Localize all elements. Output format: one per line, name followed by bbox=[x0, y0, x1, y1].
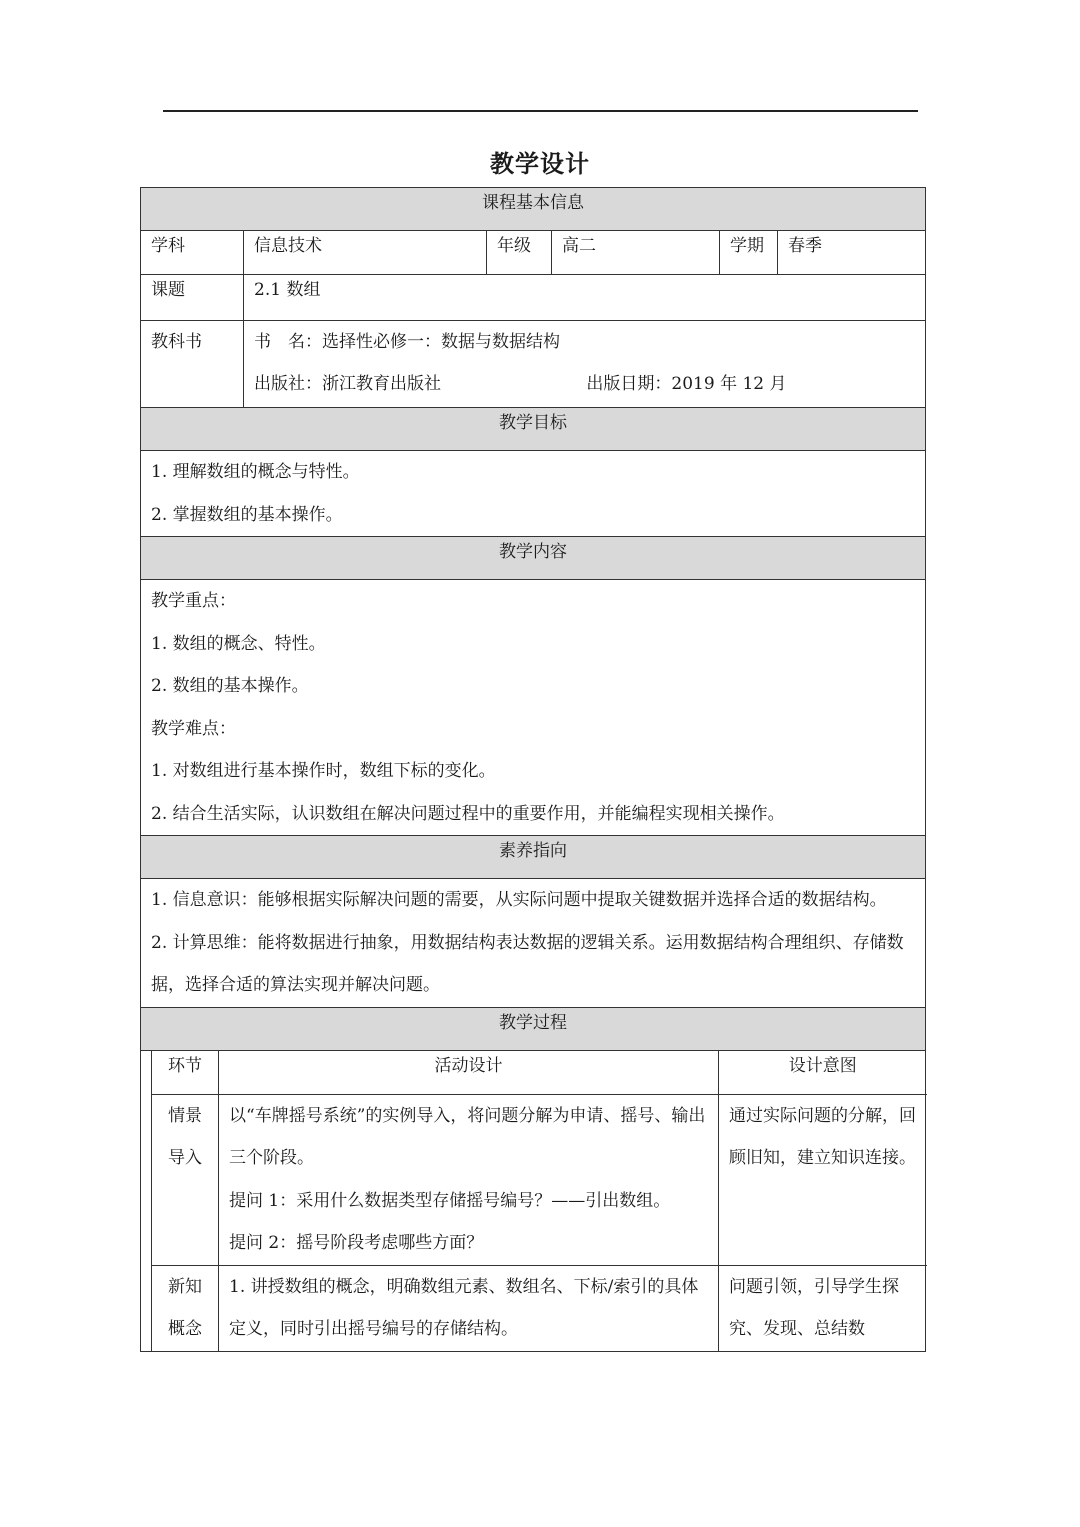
section-title-content: 教学内容 bbox=[141, 537, 926, 580]
process-row-scenario bbox=[152, 1094, 927, 1265]
activity-question: 提问 2：摇号阶段考虑哪些方面？ bbox=[229, 1233, 484, 1253]
activity-text: 1. 讲授数组的概念，明确数组元素、数组名、下标/索引的具体定义，同时引出摇号编号的存储结构。 bbox=[229, 1276, 699, 1339]
document-title: 教学设计 bbox=[490, 150, 590, 178]
process-cell bbox=[141, 1050, 926, 1351]
lesson-plan-table bbox=[140, 187, 926, 1352]
row-objectives bbox=[141, 451, 926, 537]
section-objectives bbox=[141, 408, 926, 451]
textbook-details bbox=[244, 321, 926, 408]
key-point-item: 2. 数组的基本操作。 bbox=[151, 676, 309, 696]
section-title-literacy: 素养指向 bbox=[141, 836, 926, 879]
topic-label: 课题 bbox=[141, 275, 244, 321]
stage-cell bbox=[152, 1094, 219, 1265]
key-point-item: 1. 数组的概念、特性。 bbox=[151, 633, 326, 654]
stage-line: 情景 bbox=[168, 1105, 202, 1126]
row-textbook bbox=[141, 321, 926, 408]
publisher: 出版社：浙江教育出版社 bbox=[254, 374, 441, 394]
term-label: 学期 bbox=[720, 231, 778, 275]
difficulty-item: 1. 对数组进行基本操作时，数组下标的变化。 bbox=[151, 761, 496, 781]
process-table bbox=[151, 1051, 927, 1351]
row-topic bbox=[141, 275, 926, 321]
activity-text: 以“车牌摇号系统”的实例导入，将问题分解为申请、摇号、输出三个阶段。 bbox=[229, 1105, 706, 1168]
intent-text: 问题引领，引导学生探究、发现、总结数 bbox=[729, 1276, 899, 1339]
header-rule bbox=[163, 110, 918, 112]
publication-date: 出版日期：2019 年 12 月 bbox=[586, 374, 787, 394]
key-points-label: 教学重点： bbox=[151, 591, 236, 611]
literacy-cell bbox=[141, 879, 926, 1008]
activity-cell bbox=[219, 1094, 719, 1265]
row-literacy bbox=[141, 879, 926, 1008]
textbook-label bbox=[141, 321, 244, 408]
stage-line: 概念 bbox=[168, 1319, 202, 1339]
textbook-label-text: 教科书 bbox=[151, 332, 202, 352]
section-process bbox=[141, 1007, 926, 1050]
subject-label: 学科 bbox=[141, 231, 244, 275]
stage-cell bbox=[152, 1265, 219, 1351]
book-name: 书 名：选择性必修一：数据与数据结构 bbox=[254, 332, 560, 352]
literacy-item: 1. 信息意识：能够根据实际解决问题的需要，从实际问题中提取关键数据并选择合适的数据结构。 bbox=[151, 890, 887, 910]
stage-line: 新知 bbox=[168, 1276, 202, 1297]
difficulty-item: 2. 结合生活实际，认识数组在解决问题过程中的重要作用，并能编程实现相关操作。 bbox=[151, 803, 785, 824]
grade-label: 年级 bbox=[487, 231, 552, 275]
difficulties-label: 教学难点： bbox=[151, 718, 236, 739]
process-header-row bbox=[152, 1051, 927, 1095]
section-title-basic-info: 课程基本信息 bbox=[141, 188, 926, 231]
header-activity: 活动设计 bbox=[219, 1051, 719, 1095]
header-stage: 环节 bbox=[152, 1051, 219, 1095]
section-title-process: 教学过程 bbox=[141, 1007, 926, 1050]
activity-question: 提问 1：采用什么数据类型存储摇号编号？——引出数组。 bbox=[229, 1190, 671, 1211]
content-cell bbox=[141, 580, 926, 836]
header-intent: 设计意图 bbox=[719, 1051, 927, 1095]
topic-value: 2.1 数组 bbox=[244, 275, 926, 321]
section-content bbox=[141, 537, 926, 580]
intent-cell bbox=[719, 1265, 927, 1351]
row-process bbox=[141, 1050, 926, 1351]
term-value: 春季 bbox=[778, 231, 926, 275]
row-content bbox=[141, 580, 926, 836]
stage-line: 导入 bbox=[168, 1148, 202, 1168]
intent-cell bbox=[719, 1094, 927, 1265]
activity-cell bbox=[219, 1265, 719, 1351]
grade-value: 高二 bbox=[552, 231, 720, 275]
process-row-concept bbox=[152, 1265, 927, 1351]
section-title-objectives: 教学目标 bbox=[141, 408, 926, 451]
section-basic-info bbox=[141, 188, 926, 231]
publisher-row bbox=[254, 363, 915, 405]
objective-item: 1. 理解数组的概念与特性。 bbox=[151, 462, 360, 482]
literacy-item: 2. 计算思维：能将数据进行抽象，用数据结构表达数据的逻辑关系。运用数据结构合理组织、存储数据，选择合适的算法实现并解决问题。 bbox=[151, 932, 904, 995]
row-subject bbox=[141, 231, 926, 275]
intent-text: 通过实际问题的分解，回顾旧知，建立知识连接。 bbox=[729, 1105, 916, 1168]
section-literacy bbox=[141, 836, 926, 879]
objectives-cell bbox=[141, 451, 926, 537]
subject-value: 信息技术 bbox=[244, 231, 487, 275]
objective-item: 2. 掌握数组的基本操作。 bbox=[151, 504, 343, 525]
